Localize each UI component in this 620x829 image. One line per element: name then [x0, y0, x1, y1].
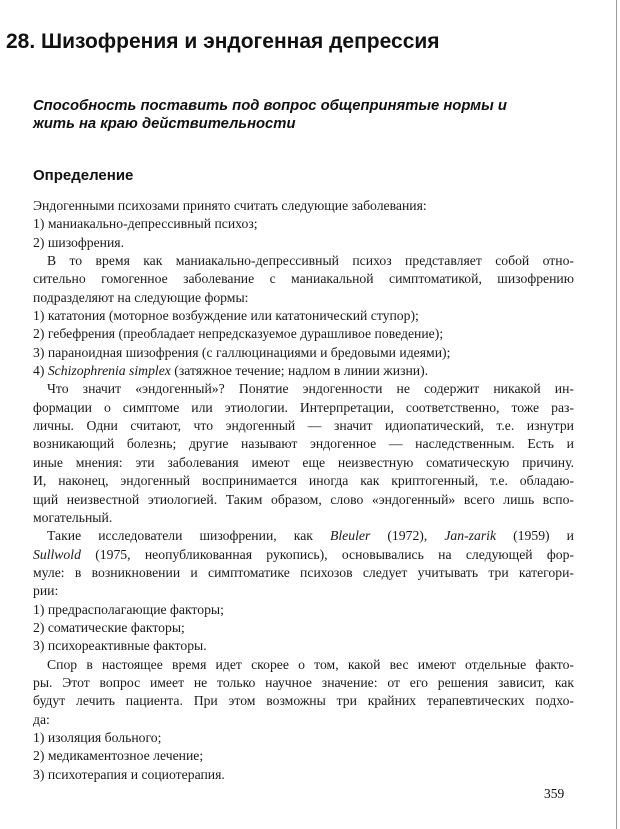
text-line: 3) психотерапия и социотерапия. [33, 766, 225, 782]
text-line: В то время как маниакально-депрессивный психоз представляет собой отно- [47, 253, 574, 269]
text-line: 2) гебефрения (преобладает непредсказуемое дурашливое поведение); [33, 326, 444, 342]
italic-term: Jan-zarik [444, 528, 497, 544]
text-line: ры. Этот вопрос имеет не только научное значение: от его решения зависит, как [33, 674, 574, 690]
text-segment: (1972), [370, 528, 445, 544]
text-line [33, 546, 574, 564]
text-line: сительно гомогенное заболевание с маниакальной симптоматикой, шизофрению [33, 271, 574, 287]
text-line: И, наконец, эндогенный воспринимается иногда как криптогенный, т.е. обладаю- [33, 473, 574, 489]
text-segment: (затяжное течение; надлом в линии жизни). [170, 363, 429, 379]
text-segment: (1959) и [496, 528, 574, 544]
text-line: рии: [33, 583, 59, 599]
chapter-title: 28. Шизофрения и эндогенная депрессия [6, 30, 440, 53]
text-line: могательный. [33, 509, 113, 525]
body-text [33, 197, 574, 784]
text-line [33, 362, 574, 380]
text-line: иные мнения: эти заболевания имеют еще неизвестную соматическую причину. [33, 454, 574, 470]
text-line: да: [33, 711, 50, 727]
text-line: 3) параноидная шизофрения (с галлюцинациями и бредовыми идеями); [33, 344, 451, 360]
text-line: муле: в возникновении и симптоматике психозов следует учитывать три категори- [33, 564, 574, 580]
text-line: Спор в настоящее время идет скорее о том, какой вес имеют отдельные факто- [47, 656, 574, 672]
chapter-subtitle [33, 96, 573, 133]
text-line: будут лечить пациента. При этом возможны три крайних терапевтических подхо- [33, 693, 574, 709]
text-line: личны. Одни считают, что эндогенный — значит идиопатический, т.е. изнутри [33, 418, 574, 434]
section-heading: Определение [33, 167, 134, 184]
text-line: 1) кататония (моторное возбуждение или кататонический ступор); [33, 308, 419, 324]
text-line: подразделяют на следующие формы: [33, 289, 249, 305]
text-line: Что значит «эндогенный»? Понятие эндогенности не содержит никакой ин- [47, 381, 574, 397]
italic-term: Bleuler [330, 528, 371, 544]
text-line: формации о симптоме или этиологии. Интерпретации, соответственно, тоже раз- [33, 399, 574, 415]
text-line: 2) медикаментозное лечение; [33, 748, 204, 764]
italic-term: Sullwold [33, 546, 81, 562]
subtitle-line: Способность поставить под вопрос общепринятые нормы и [33, 98, 507, 114]
text-line: 2) соматические факторы; [33, 619, 185, 635]
italic-term: Schizophrenia simplex [47, 363, 171, 379]
text-line: щий неизвестной этиологией. Таким образом, слово «эндогенный» всего лишь вспо- [33, 491, 574, 507]
text-segment: Такие исследователи шизофрении, как [47, 528, 330, 544]
text-line: 1) изоляция больного; [33, 729, 162, 745]
text-line: 2) шизофрения. [33, 234, 125, 250]
text-line [33, 527, 574, 545]
text-line: 3) психореактивные факторы. [33, 638, 207, 654]
text-line: возникающий болезнь; другие называют эндогенное — наследственным. Есть и [33, 436, 574, 452]
subtitle-line: жить на краю действительности [33, 116, 296, 133]
text-line: 1) предрасполагающие факторы; [33, 601, 224, 617]
page-number: 359 [544, 786, 565, 801]
text-line: 1) маниакально-депрессивный психоз; [33, 216, 258, 232]
text-line: Эндогенными психозами принято считать следующие заболевания: [33, 198, 427, 213]
text-segment: 4) [33, 363, 48, 379]
page-edge-line [616, 0, 617, 829]
text-segment: (1975, неопубликованная рукопись), основывались на следующей фор- [80, 546, 574, 562]
